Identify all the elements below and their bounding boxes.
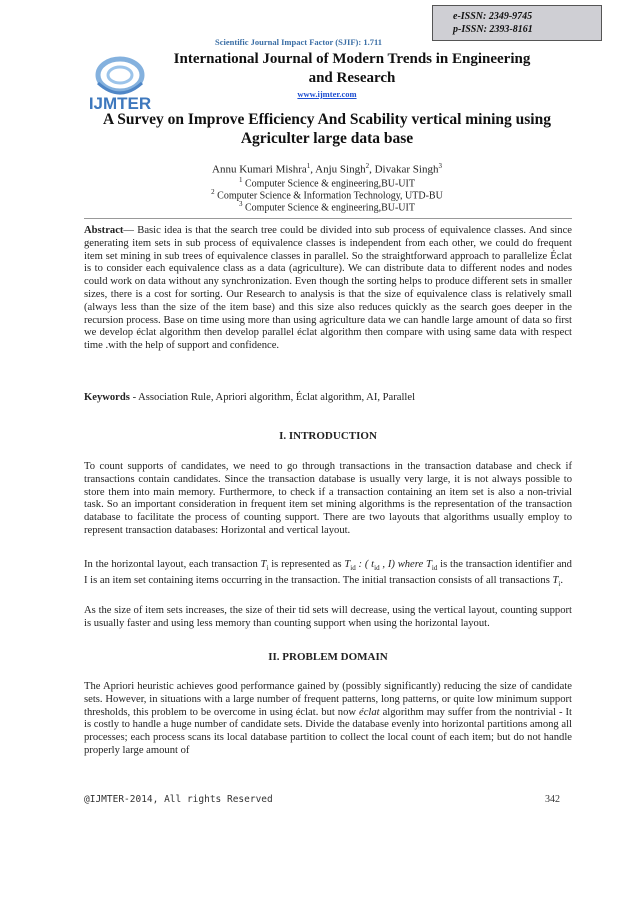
problem-paragraph-1: The Apriori heuristic achieves good performance gained by (possibly significantly) reducing the size of candidate sets. However, in situations with a large number of frequent patterns, long patterns, or quite low minimum support thresholds, this problem to be overcome in using éclat. but now éclat algorithm may suffer from the nontrivial - It is costly to handle a huge number of candidate sets. Divide the database evenly into horizontal partitions among all processes; each process scans its local database partition to collect the local count of each item; but do not handle properly large amount of	[84, 681, 572, 756]
affiliation: $^2$ Computer Science & Information Technology, UTD-BU	[211, 188, 443, 202]
journal-title	[162, 50, 542, 88]
author-name: Divakar Singh	[374, 163, 439, 176]
affiliation: $^3$ Computer Science & engineering,BU-UIT	[239, 200, 415, 214]
intro-paragraph-3: As the size of item sets increases, the size of their tid sets will decrease, using the vertical layout, counting support is usually faster and using less memory than counting support when using the horizontal layout.	[84, 605, 572, 629]
copyright: @IJMTER-2014, All rights Reserved	[84, 794, 273, 805]
abstract-text: — Basic idea is that the search tree could be divided into sub process of equivalence classes. And since generating item sets in sub process of equivalence classes is independent from each other, we could do frequent item set mining in sub trees of equivalence classes in parallel. So the straightforward approach to parallelize Éclat is to consider each equivalence class as a data (agriculture). We can distribute data to different nodes and nodes could work on data without any synchronization. Even though the sorting helps to produce different sets in smaller sizes, there is a cost for sorting. Our Research to analysis is that the size of equivalence class is relatively small (always less than the size of the item base) and this size also reduces quickly as the search goes deeper in the recursion process. Base on time using more than using agriculture data we can handle large amount of data so first we develop éclat algorithm then develop parallel éclat algorithm then compare with using same data with respect time .with the help of support and confidence.	[84, 225, 572, 352]
keywords	[84, 392, 572, 405]
issn-box	[432, 5, 602, 41]
abstract-label: Abstract	[84, 225, 124, 236]
journal-logo	[80, 55, 160, 113]
divider	[84, 218, 572, 219]
impact-factor: Scientific Journal Impact Factor (SJIF): 1.711	[215, 37, 382, 47]
abstract	[84, 225, 572, 353]
section-heading-introduction: I. INTRODUCTION	[279, 430, 377, 442]
paper-title	[84, 110, 570, 148]
section-heading-problem-domain: II. PROBLEM DOMAIN	[268, 651, 388, 663]
intro-paragraph-2: In the horizontal layout, each transaction $T_i$ is represented as $T_{id}$ : ( $t_{id}$ , I) where $T_{id}$ is the transaction identifier and I is an item set containing items occurring in the transaction. The initial transaction consists of all transactions $T_i$.	[84, 559, 572, 589]
journal-title-line1: International Journal of Modern Trends in Engineering	[173, 51, 531, 67]
page-number: 342	[545, 794, 560, 805]
author-name: Annu Kumari Mishra	[212, 163, 307, 176]
journal-title-line2: and Research	[308, 70, 396, 86]
eissn: e-ISSN: 2349-9745	[453, 11, 533, 22]
pissn: p-ISSN: 2393-8161	[453, 24, 533, 35]
keywords-label: Keywords	[84, 392, 130, 403]
intro-paragraph-1: To count supports of candidates, we need to go through transactions in the transaction database and check if transactions contain candidates. Since the transaction database is usually very large, it is not always possible to store them into main memory. Furthermore, to check if a transaction containing an item set is also a non-trivial task. So an important consideration in frequent item set mining algorithms is the representation of the transaction database to facilitate the process of counting support. There are two layouts that algorithms usually employ to represent transaction databases: Horizontal and vertical layout.	[84, 461, 572, 536]
logo-graphic	[80, 55, 160, 113]
logo-text: IJMTER	[88, 94, 152, 113]
journal-url[interactable]: www.ijmter.com	[297, 89, 357, 99]
author-name: Anju Singh	[315, 163, 366, 176]
keywords-text: - Association Rule, Apriori algorithm, Éclat algorithm, AI, Parallel	[132, 392, 416, 403]
paper-title-line2: Agriculter large data base	[240, 130, 414, 147]
paper-title-line1: A Survey on Improve Efficiency And Scability vertical mining using	[103, 111, 551, 128]
author-list: Annu Kumari Mishra$^1$, Anju Singh$^2$, Divakar Singh$^3$	[212, 162, 442, 176]
affiliation: $^1$ Computer Science & engineering,BU-UIT	[239, 176, 415, 190]
